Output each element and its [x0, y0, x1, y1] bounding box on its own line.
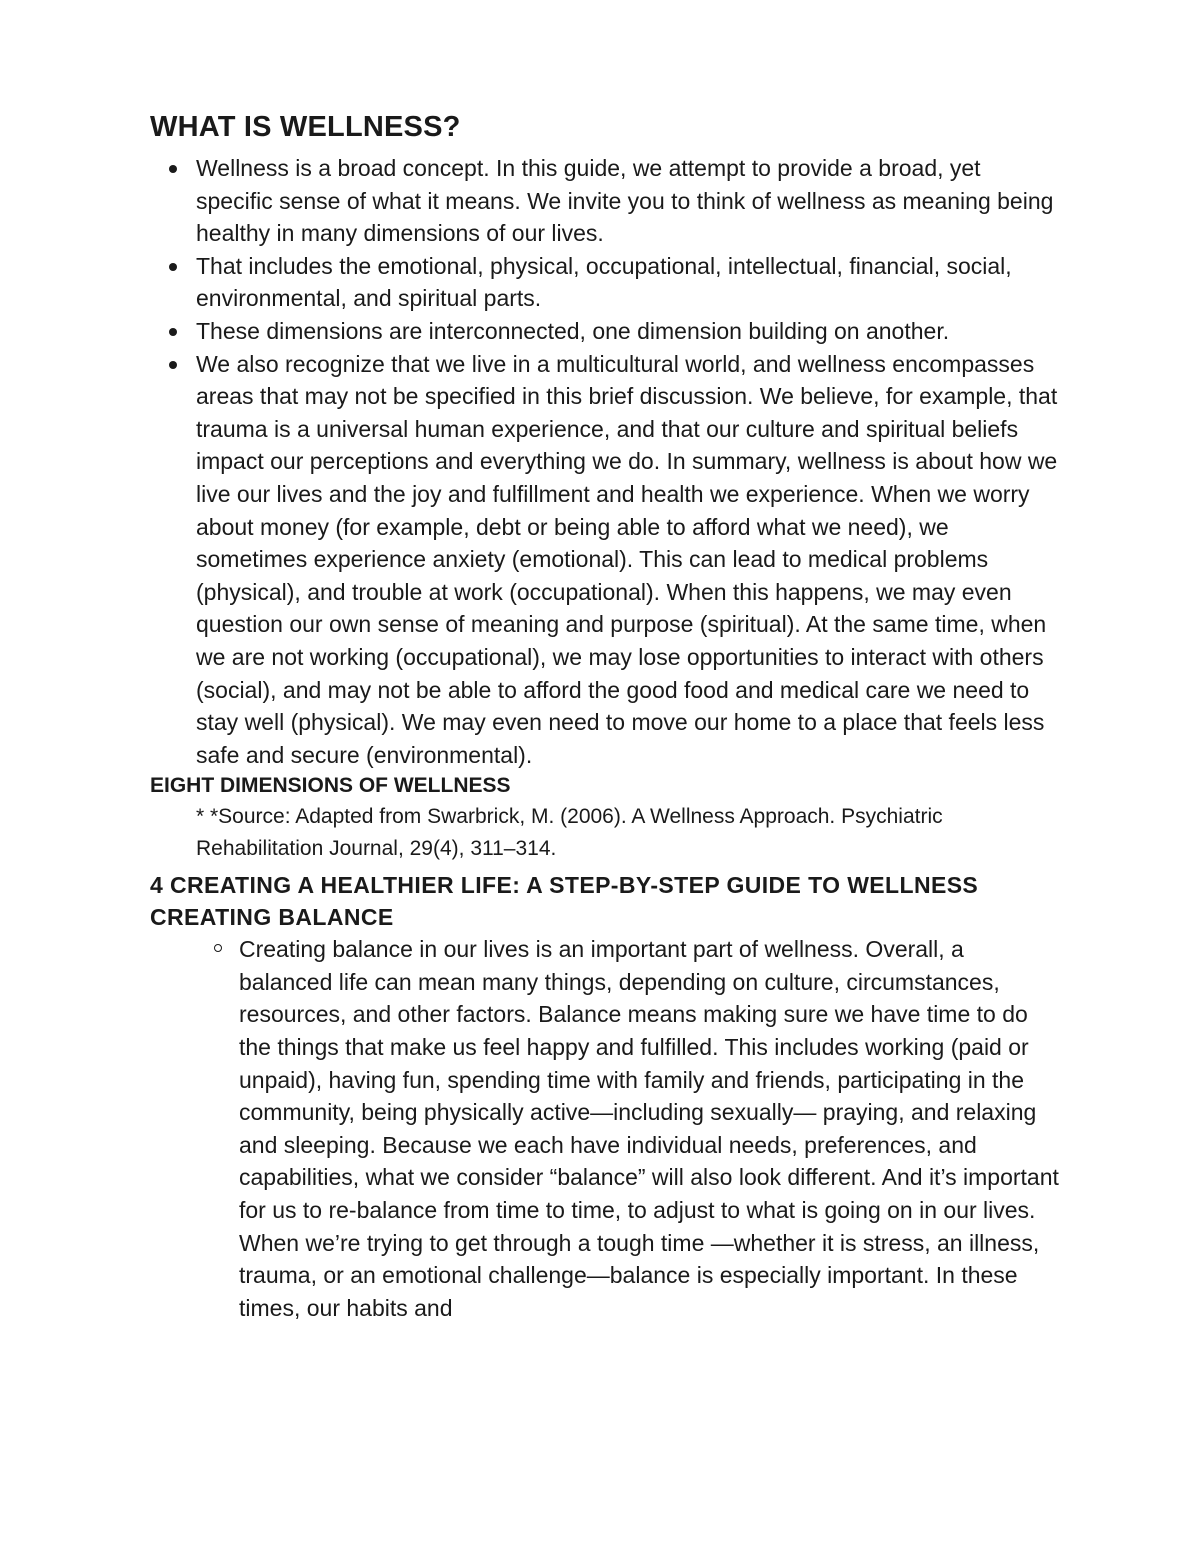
balance-bullet-list [150, 933, 1060, 1324]
section-heading-balance: 4 CREATING A HEALTHIER LIFE: A STEP-BY-STEP GUIDE TO WELLNESS CREATING BALANCE [150, 872, 979, 931]
list-item-text: That includes the emotional, physical, occupational, intellectual, financial, social, environmental, and spiritual parts. [196, 252, 1012, 312]
list-item [196, 250, 1060, 315]
bullet-dot-icon [169, 263, 177, 271]
bullet-circle-icon [214, 944, 222, 952]
list-item [196, 348, 1060, 772]
bullet-dot-icon [169, 165, 177, 173]
list-item [196, 152, 1060, 250]
bullet-dot-icon [169, 328, 177, 336]
source-note: * *Source: Adapted from Swarbrick, M. (2006). A Wellness Approach. Psychiatric Rehabilitation Journal, 29(4), 311–314. [196, 805, 943, 861]
wellness-bullet-list [150, 152, 1060, 771]
list-item-text: Creating balance in our lives is an important part of wellness. Overall, a balanced life can mean many things, depending on culture, circumstances, resources, and other factors. Balance means making sure we have time to do the things that make us feel happy and fulfilled. This includes working (paid or unpaid), having fun, spending time with family and friends, participating in the community, being physically active—including sexually— praying, and relaxing and sleeping. Because we each have individual needs, preferences, and capabilities, what we consider “balance” will also look different. And it’s important for us to re-balance from time to time, to adjust to what is going on in our lives. When we’re trying to get through a tough time —whether it is stress, an illness, trauma, or an emotional challenge—balance is especially important. In these times, our habits and [239, 936, 1059, 1321]
document-page [150, 108, 1060, 1324]
list-item [239, 933, 1060, 1324]
list-item [196, 315, 1060, 348]
bullet-dot-icon [169, 361, 177, 369]
list-item-text: Wellness is a broad concept. In this guide, we attempt to provide a broad, yet specific sense of what it means. We invite you to think of wellness as meaning being healthy in many dimensions of our lives. [196, 155, 1054, 247]
list-item-text: We also recognize that we live in a multicultural world, and wellness encompasses areas that may not be specified in this brief discussion. We believe, for example, that trauma is a universal human experience, and that our culture and spiritual beliefs impact our perceptions and everything we do. In summary, wellness is about how we live our lives and the joy and fulfillment and health we experience. When we worry about money (for example, debt or being able to afford what we need), we sometimes experience anxiety (emotional). This can lead to medical problems (physical), and trouble at work (occupational). When this happens, we may even question our own sense of meaning and purpose (spiritual). At the same time, when we are not working (occupational), we may lose opportunities to interact with others (social), and may not be able to afford the good food and medical care we need to stay well (physical). We may even need to move our home to a place that feels less safe and secure (environmental). [196, 350, 1058, 768]
section-heading: EIGHT DIMENSIONS OF WELLNESS [150, 774, 511, 798]
page-title: WHAT IS WELLNESS? [150, 111, 461, 143]
list-item-text: These dimensions are interconnected, one dimension building on another. [196, 317, 950, 344]
